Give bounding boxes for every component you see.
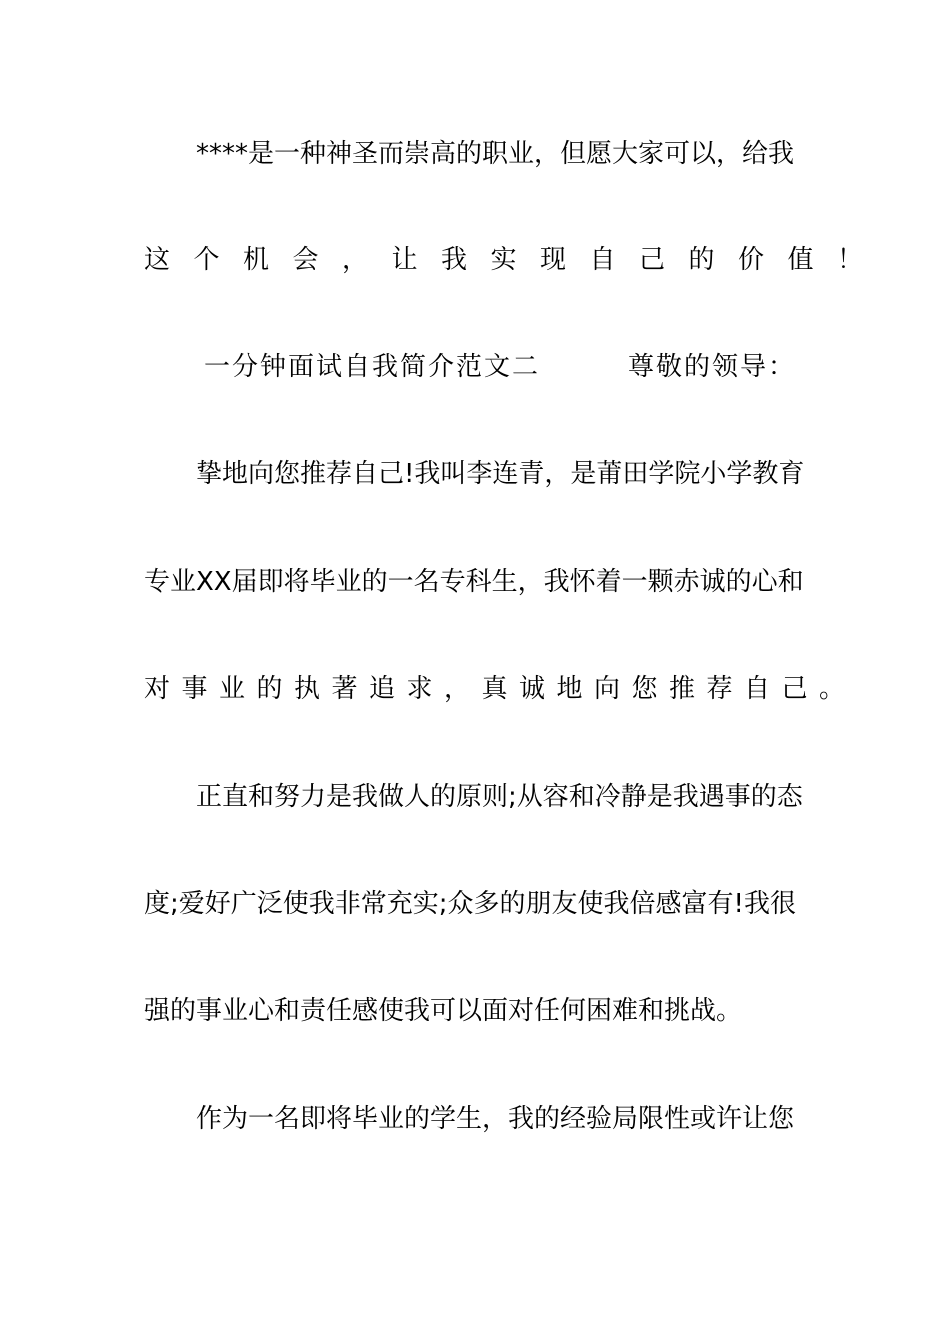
text-line: ****是一种神圣而崇高的职业，但愿大家可以，给我	[196, 139, 795, 169]
text-line: 强的事业心和责任感使我可以面对任何困难和挑战。	[144, 996, 743, 1026]
text-line: 正直和努力是我做人的原则;从容和冷静是我遇事的态	[196, 782, 803, 812]
text-line: 度;爱好广泛使我非常充实;众多的朋友使我倍感富有!我很	[144, 889, 796, 919]
text-line: 挚地向您推荐自己!我叫李连青，是莆田学院小学教育	[196, 459, 805, 489]
text-line: 专业XX届即将毕业的一名专科生，我怀着一颗赤诚的心和	[144, 567, 804, 597]
section-heading: 一分钟面试自我简介范文二	[204, 352, 541, 382]
text-line: 作为一名即将毕业的学生，我的经验局限性或许让您	[196, 1104, 795, 1134]
text-line: 对事业的执著追求，真诚地向您推荐自己。	[144, 674, 857, 704]
text-line: 这个机会，让我实现自己的价值！	[144, 245, 887, 275]
salutation: 尊敬的领导：	[628, 352, 797, 382]
